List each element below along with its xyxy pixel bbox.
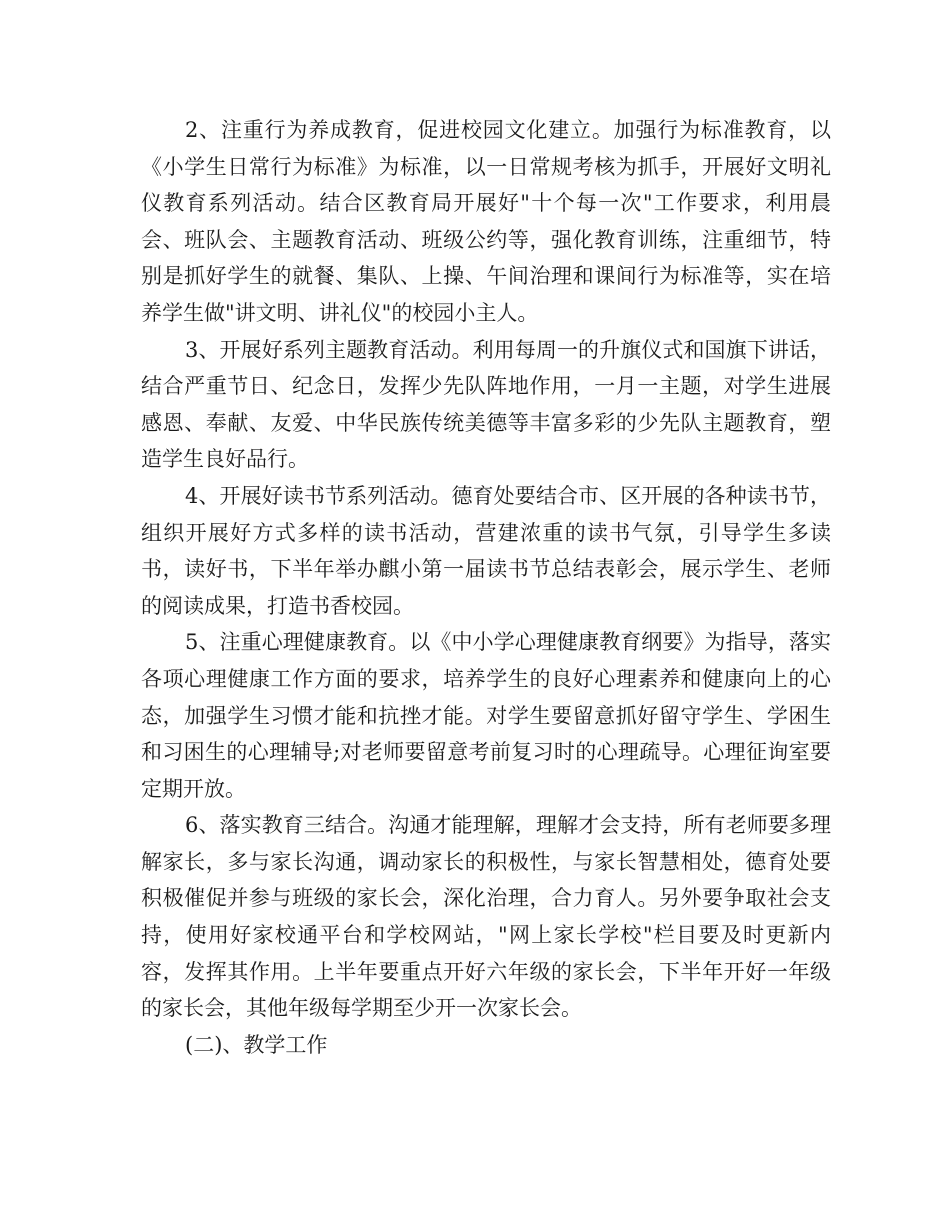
paragraph-reading-festival: 4、开展好读书节系列活动。德育处要结合市、区开展的各种读书节，组织开展好方式多样的读书活动，营建浓重的读书气氛，引导学生多读书，读好书，下半年举办麒小第一届读书节总结表彰会，展示学生、老师的阅读成果，打造书香校园。 xyxy=(141,483,831,618)
document-body xyxy=(141,112,831,1063)
section-heading-teaching-work: (二)、教学工作 xyxy=(185,1032,328,1057)
paragraph-theme-education: 3、开展好系列主题教育活动。利用每周一的升旗仪式和国旗下讲话，结合严重节日、纪念日，发挥少先队阵地作用，一月一主题，对学生进展感恩、奉献、友爱、中华民族传统美德等丰富多彩的少先队主题教育，塑造学生良好品行。 xyxy=(141,337,831,472)
paragraph-three-way-education: 6、落实教育三结合。沟通才能理解，理解才会支持，所有老师要多理解家长，多与家长沟通，调动家长的积极性，与家长智慧相处，德育处要积极催促并参与班级的家长会，深化治理，合力育人。另外要争取社会支持，使用好家校通平台和学校网站，"网上家长学校"栏目要及时更新内容，发挥其作用。上半年要重点开好六年级的家长会，下半年开好一年级的家长会，其他年级每学期至少开一次家长会。 xyxy=(141,813,831,1021)
paragraph-behavior-education: 2、注重行为养成教育，促进校园文化建立。加强行为标准教育，以《小学生日常行为标准》为标准，以一日常规考核为抓手，开展好文明礼仪教育系列活动。结合区教育局开展好"十个每一次"工作要求，利用晨会、班队会、主题教育活动、班级公约等，强化教育训练，注重细节，特别是抓好学生的就餐、集队、上操、午间治理和课间行为标准等，实在培养学生做"讲文明、讲礼仪"的校园小主人。 xyxy=(141,118,831,325)
paragraph-mental-health: 5、注重心理健康教育。以《中小学心理健康教育纲要》为指导，落实各项心理健康工作方面的要求，培养学生的良好心理素养和健康向上的心态，加强学生习惯才能和抗挫才能。对学生要留意抓好留守学生、学困生和习困生的心理辅导;对老师要留意考前复习时的心理疏导。心理征询室要定期开放。 xyxy=(141,630,831,801)
